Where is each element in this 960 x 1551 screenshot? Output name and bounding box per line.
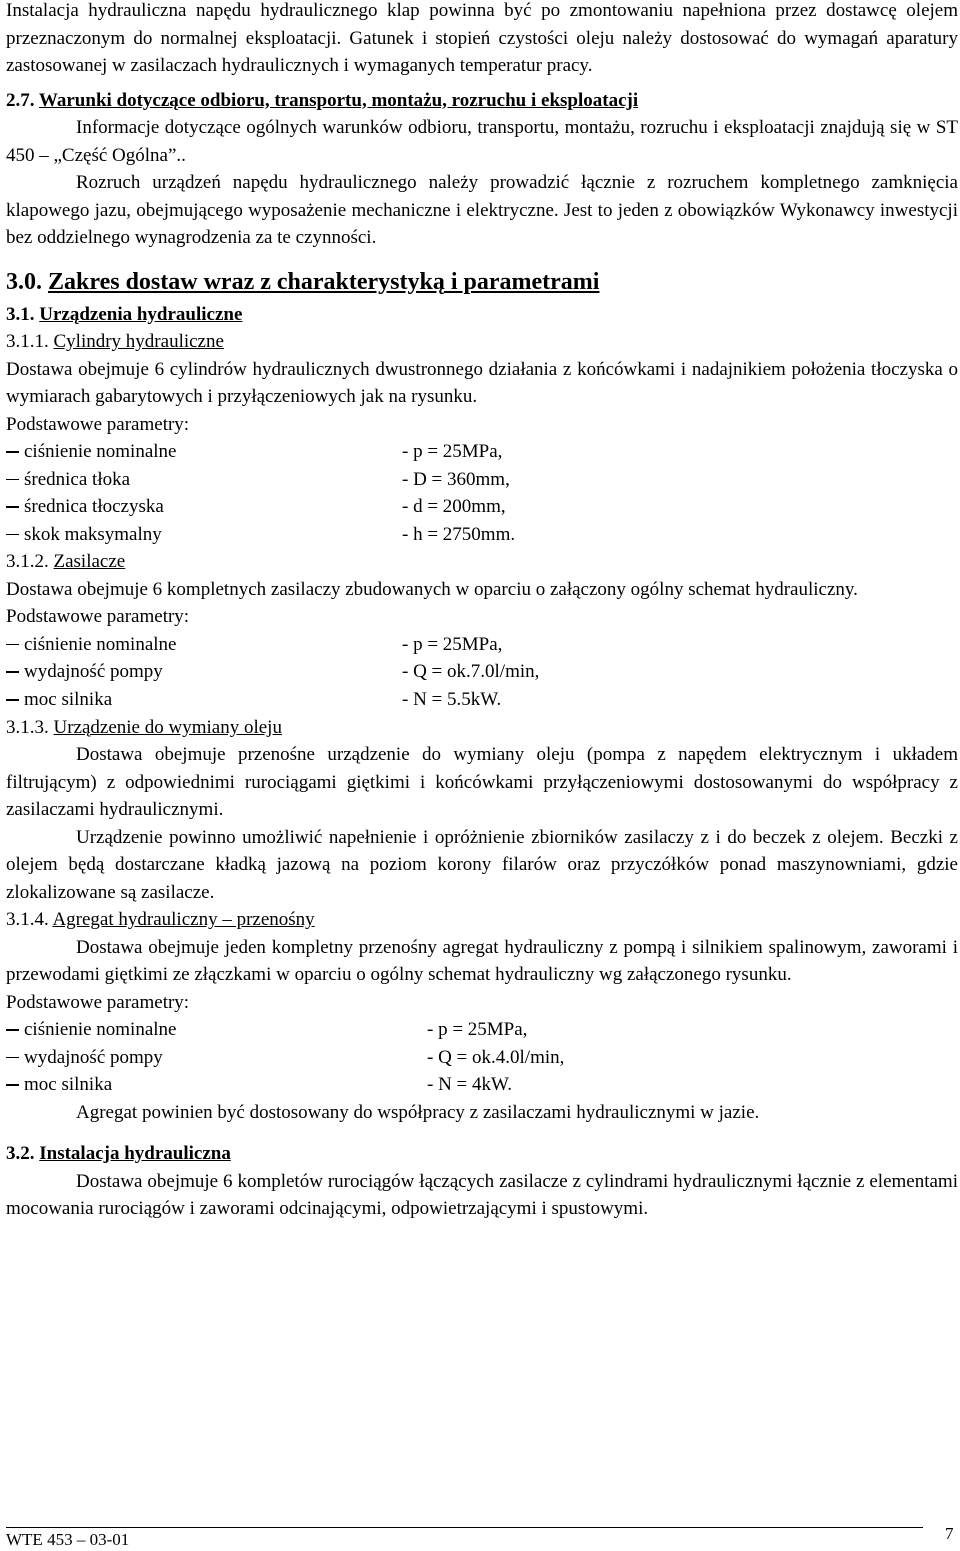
section-2-7-paragraph-2: Rozruch urządzeń napędu hydraulicznego należy prowadzić łącznie z rozruchem kompletnego zamknięcia klapowego jazu, obejmującego wyposażenie mechaniczne i elektryczne. Jest to jeden z obowiązków Wykonawcy inwestycji bez oddzielnego wynagrodzenia za te czynności. [6,172,958,248]
params-label: Podstawowe parametry: [6,413,190,435]
param-label: wydajność pompy [24,661,163,683]
param-value: - p = 25MPa, [402,633,503,655]
param-value: - p = 25MPa, [427,1019,528,1041]
param-value: - N = 4kW. [427,1074,512,1096]
dash-bullet [6,1084,19,1086]
section-3-2-heading [6,1140,958,1168]
param-row [6,1044,958,1072]
section-title: Urządzenia hydrauliczne [39,303,243,325]
section-title: Instalacja hydrauliczna [39,1143,231,1165]
dash-bullet [6,451,19,453]
param-value: - d = 200mm, [402,496,506,518]
section-number: 3.1.2. [6,551,49,573]
section-2-7-heading [6,87,958,115]
footer-document-code: WTE 453 – 03-01 [6,1530,130,1549]
section-3-1-4-heading [6,906,958,934]
param-value: - D = 360mm, [402,468,510,490]
page-number: 7 [945,1524,954,1543]
section-number: 3.0. [6,268,42,295]
param-value: - Q = ok.4.0l/min, [427,1046,565,1068]
section-3-1-heading [6,301,958,329]
section-2-7-paragraph-1: Informacje dotyczące ogólnych warunków odbioru, transportu, montażu, rozruchu i eksploatacji znajdują się w ST 450 – „Część Ogólna”.. [6,117,958,166]
dash-bullet [6,699,19,701]
param-label: moc silnika [24,1074,113,1096]
section-3-1-4-paragraph-2: Agregat powinien być dostosowany do współpracy z zasilaczami hydraulicznymi w jazie. [76,1101,760,1123]
section-3-1-1-paragraph: Dostawa obejmuje 6 cylindrów hydraulicznych dwustronnego działania z końcówkami i nadajnikiem położenia tłoczyska o wymiarach gabarytowych i przyłączeniowych jak na rysunku. [6,358,958,407]
param-label: wydajność pompy [24,1046,163,1068]
param-value: - h = 2750mm. [402,523,516,545]
section-3-1-2-heading [6,548,958,576]
section-3-2-paragraph: Dostawa obejmuje 6 kompletów rurociągów łączących zasilacze z cylindrami hydraulicznymi łącznie z elementami mocowania rurociągów i zaworami odcinającymi, odpowietrzającymi i spustowymi. [6,1170,958,1220]
param-label: średnica tłoczyska [24,496,164,518]
section-title: Zasilacze [53,551,126,573]
dash-bullet [6,1057,19,1059]
section-3-1-4-paragraph-1: Dostawa obejmuje jeden kompletny przenośny agregat hydrauliczny z pompą i silnikiem spalinowym, zaworami i przewodami giętkimi ze złączkami w oparciu o ogólny schemat hydrauliczny wg załączonego rysunku. [6,936,958,986]
param-label: ciśnienie nominalne [24,441,177,462]
param-row [6,631,958,659]
dash-bullet [6,479,19,481]
dash-bullet [6,506,19,508]
param-label: moc silnika [24,689,113,711]
dash-bullet [6,644,19,646]
param-row [6,686,958,714]
param-row [6,1016,958,1044]
section-3-1-3-paragraph-1: Dostawa obejmuje przenośne urządzenie do wymiany oleju (pompa z napędem elektrycznym i układem filtrującym) z odpowiednimi rurociągami giętkimi i końcówkami przyłączeniowymi dostosowanymi do współpracy z zasilaczami hydraulicznymi. [6,744,958,821]
dash-bullet [6,534,19,536]
param-row [6,466,958,494]
footer-rule [6,1527,923,1528]
param-label: ciśnienie nominalne [24,633,177,655]
param-list [6,438,958,548]
params-label: Podstawowe parametry: [6,991,190,1013]
section-3-1-3-heading [6,714,958,742]
params-label: Podstawowe parametry: [6,606,190,628]
param-value: - p = 25MPa, [402,441,503,462]
param-row [6,658,958,686]
param-label: ciśnienie nominalne [24,1019,177,1041]
section-3-1-1-heading [6,328,958,356]
param-list [6,1016,958,1099]
section-3-1-3-paragraph-2: Urządzenie powinno umożliwić napełnienie i opróżnienie zbiorników zasilaczy z i do beczek z olejem. Beczki z olejem będą dostarczane kładką jazową na poziom korony filarów oraz przyczółków ponad maszynowniami, gdzie zlokalizowane są zasilacze. [6,826,958,903]
section-number: 2.7. [6,89,35,111]
section-title: Warunki dotyczące odbioru, transportu, montażu, rozruchu i eksploatacji [38,89,639,111]
param-value: - Q = ok.7.0l/min, [402,661,540,683]
section-title: Agregat hydrauliczny – przenośny [52,909,315,931]
param-row [6,1071,958,1099]
section-number: 3.1.4. [6,909,49,931]
dash-bullet [6,671,19,673]
page-content [6,0,958,1223]
section-number: 3.2. [6,1143,35,1165]
section-title: Urządzenie do wymiany oleju [53,716,282,738]
param-value: - N = 5.5kW. [402,689,502,711]
section-3-0-heading [6,266,958,298]
intro-paragraph: Instalacja hydrauliczna napędu hydraulicznego klap powinna być po zmontowaniu napełniona przez dostawcę olejem przeznaczonym do normalnej eksploatacji. Gatunek i stopień czystości oleju należy dostosować do wymagań aparatury zastosowanej w zasilaczach hydraulicznych i wymaganych temperatur pracy. [6,0,958,76]
section-title: Zakres dostaw wraz z charakterystyką i parametrami [48,268,600,295]
param-row [6,438,958,466]
section-title: Cylindry hydrauliczne [53,331,224,352]
section-number: 3.1.3. [6,716,49,738]
section-3-1-2-paragraph: Dostawa obejmuje 6 kompletnych zasilaczy zbudowanych w oparciu o załączony ogólny schemat hydrauliczny. [6,578,858,600]
section-number: 3.1. [6,303,35,325]
param-label: skok maksymalny [24,523,162,545]
param-row [6,521,958,549]
param-row [6,493,958,521]
param-list [6,631,958,714]
section-number: 3.1.1. [6,331,49,352]
dash-bullet [6,1029,19,1031]
param-label: średnica tłoka [24,468,131,490]
